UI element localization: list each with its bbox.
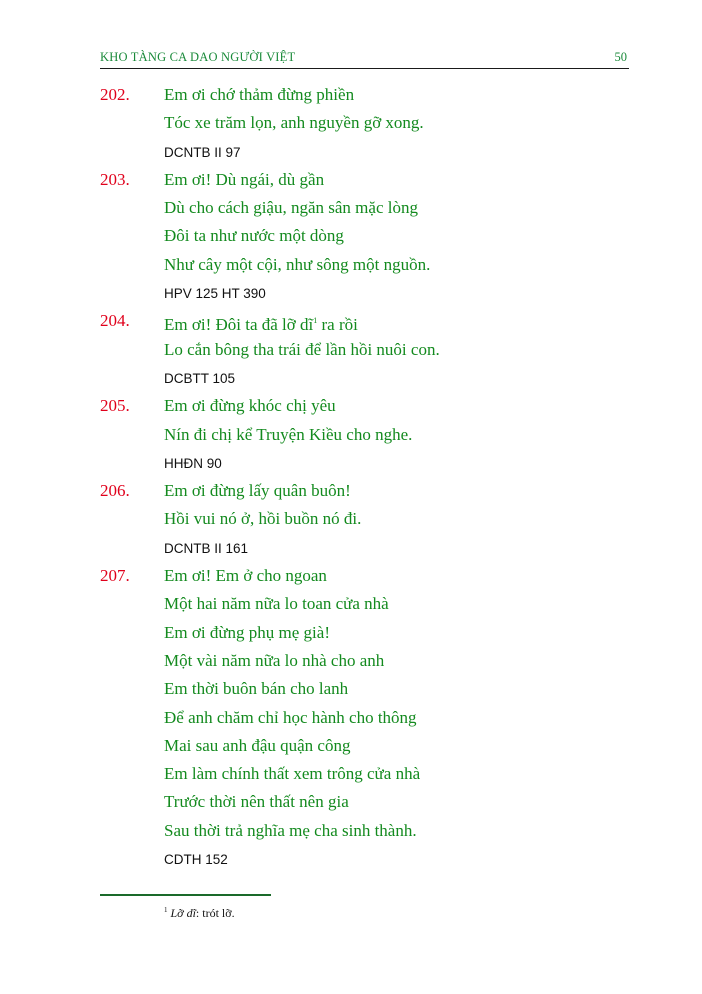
verse-entry-204 — [100, 309, 629, 394]
verse-line: Em ơi đừng phụ mẹ già! — [164, 622, 330, 642]
footnote-term: Lỡ dĩ — [170, 906, 196, 920]
verse-line: Tóc xe trăm lọn, anh nguyền gỡ xong. — [164, 113, 424, 133]
verse-line: Trước thời nên thất nên gia — [164, 792, 349, 812]
verse-line: Lo cắn bông tha trái để lần hồi nuôi con. — [164, 339, 440, 359]
verse-entry-205 — [100, 394, 629, 479]
running-header — [100, 48, 629, 69]
verse-line: Em làm chính thất xem trông cửa nhà — [164, 764, 421, 784]
footnote-ref[interactable]: 1 — [313, 316, 318, 326]
verse-line-part: ra rồi — [317, 315, 358, 335]
verse-line: Em ơi! Em ở cho ngoan — [164, 566, 327, 586]
verse-entry-203 — [100, 168, 629, 309]
verse-entry-207 — [100, 564, 629, 875]
entry-number: 206. — [100, 481, 130, 501]
verse-line: Như cây một cội, như sông một nguồn. — [164, 254, 431, 274]
verse-list — [100, 83, 629, 875]
footnote-divider — [100, 894, 271, 896]
verse-line: Để anh chăm chỉ học hành cho thông — [164, 707, 417, 727]
verse-line: Mai sau anh đậu quận công — [164, 735, 351, 755]
verse-line: Một hai năm nữa lo toan cửa nhà — [164, 594, 389, 614]
book-title: KHO TÀNG CA DAO NGƯỜI VIỆT — [100, 50, 296, 64]
page-number: 50 — [614, 50, 627, 64]
source-citation: HHĐN 90 — [164, 455, 222, 471]
source-citation: HPV 125 HT 390 — [164, 286, 266, 302]
verse-entry-206 — [100, 479, 629, 564]
entry-number: 207. — [100, 566, 130, 586]
verse-line: Em thời buôn bán cho lanh — [164, 679, 349, 699]
verse-line — [164, 309, 358, 337]
footnote-marker: 1 — [164, 906, 168, 914]
verse-entry-202 — [100, 83, 629, 168]
verse-line: Một vài năm nữa lo nhà cho anh — [164, 650, 385, 670]
verse-line-part: Em ơi! Đôi ta đã lỡ dĩ — [164, 315, 314, 335]
footnote — [164, 906, 235, 921]
verse-line: Em ơi đừng lấy quân buôn! — [164, 481, 351, 501]
source-citation: DCNTB II 97 — [164, 144, 241, 160]
entry-number: 204. — [100, 311, 130, 331]
verse-line: Đôi ta như nước một dòng — [164, 226, 344, 246]
verse-line: Sau thời trả nghĩa mẹ cha sinh thành. — [164, 820, 417, 840]
entry-number: 202. — [100, 85, 130, 104]
verse-line: Hồi vui nó ở, hồi buồn nó đi. — [164, 509, 362, 529]
verse-line: Em ơi chớ thảm đừng phiền — [164, 85, 355, 104]
source-citation: DCBTT 105 — [164, 370, 236, 386]
source-citation: CDTH 152 — [164, 852, 228, 868]
verse-line: Dù cho cách giậu, ngăn sân mặc lòng — [164, 198, 418, 218]
footnote-definition: : trót lỡ. — [195, 906, 235, 920]
source-citation: DCNTB II 161 — [164, 540, 249, 556]
entry-number: 205. — [100, 396, 130, 416]
verse-line: Nín đi chị kể Truyện Kiều cho nghe. — [164, 424, 413, 444]
verse-line: Em ơi đừng khóc chị yêu — [164, 396, 336, 416]
entry-number: 203. — [100, 169, 130, 189]
verse-line: Em ơi! Dù ngái, dù gần — [164, 169, 325, 189]
